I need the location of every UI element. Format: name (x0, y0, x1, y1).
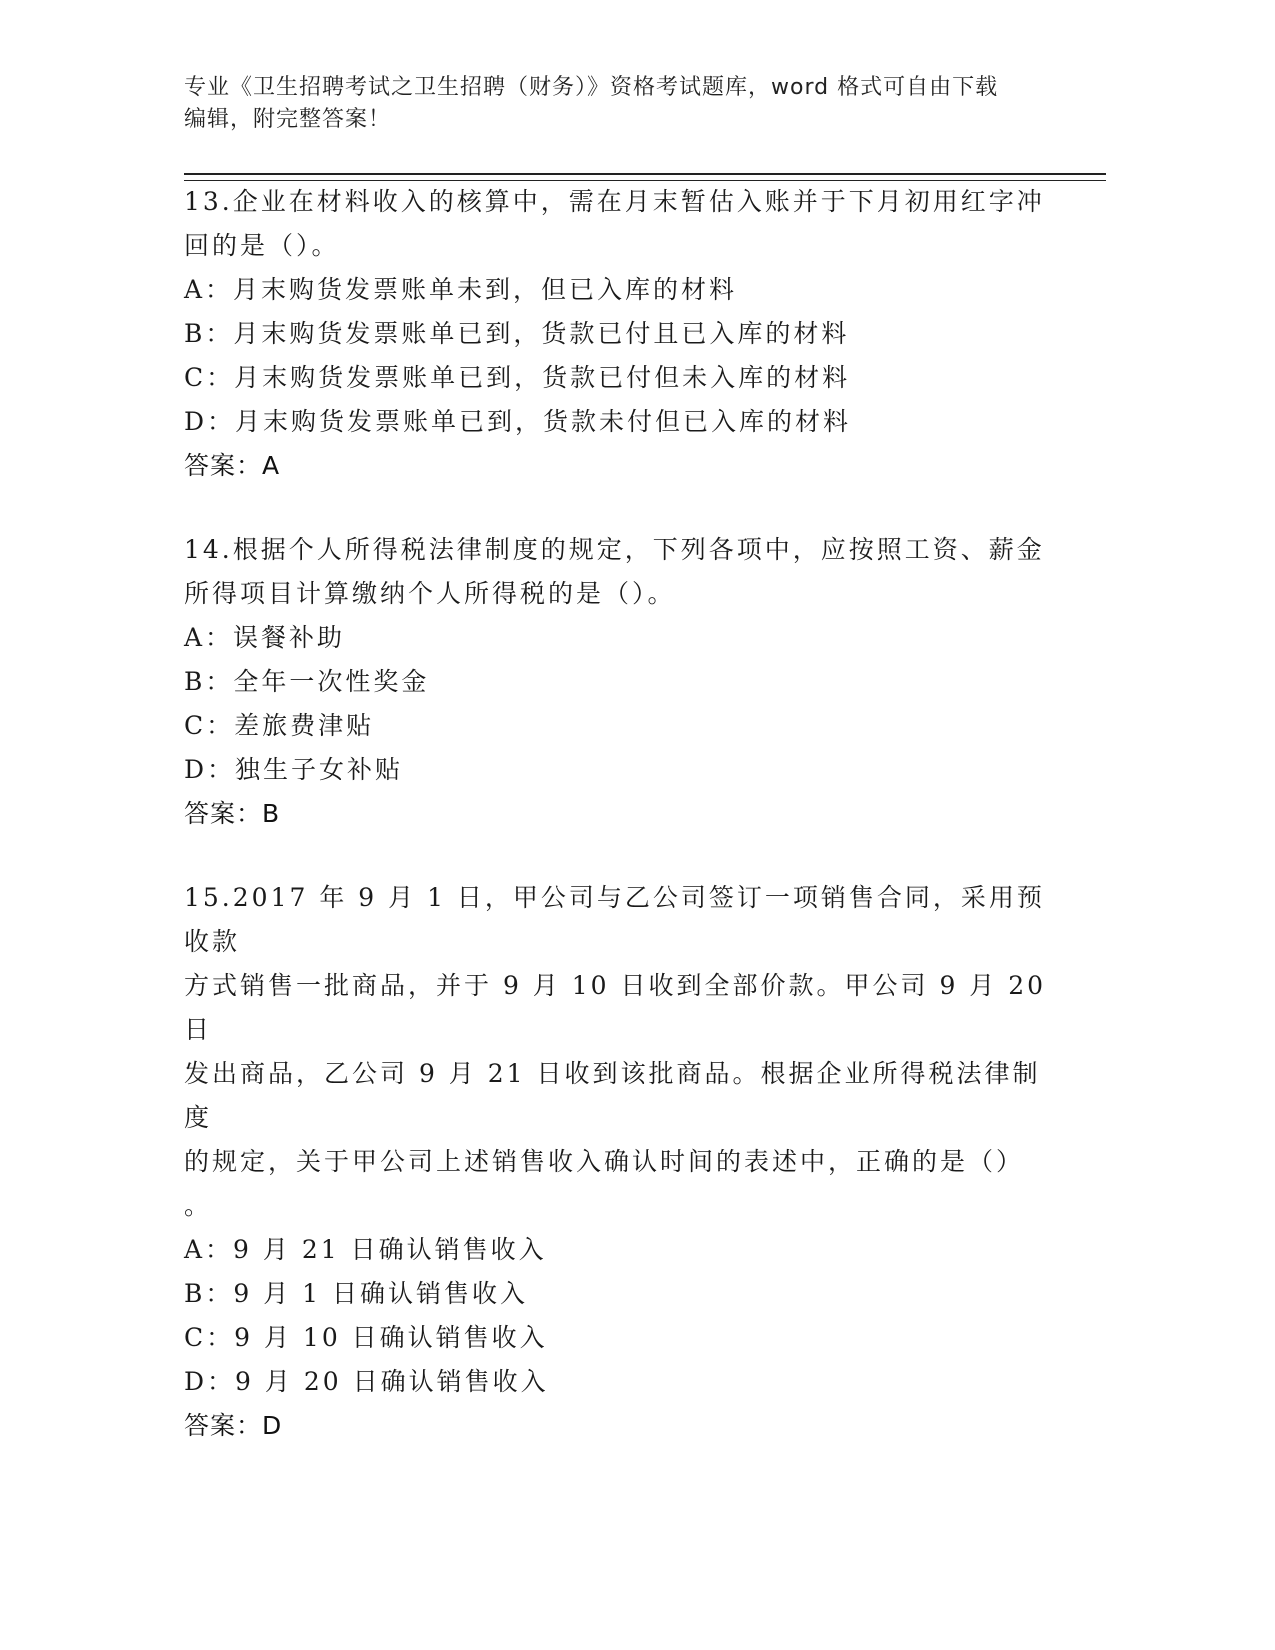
question-text-line: 发出商品，乙公司 9 月 21 日收到该批商品。根据企业所得税法律制度 (184, 1059, 1041, 1132)
option-b: B：9 月 1 日确认销售收入 (184, 1279, 529, 1308)
question-13 (184, 180, 1064, 488)
answer-line: 答案：A (184, 451, 281, 480)
answer-line: 答案：B (184, 799, 281, 828)
question-text-line: 所得项目计算缴纳个人所得税的是（）。 (184, 579, 676, 608)
option-d: D：9 月 20 日确认销售收入 (184, 1367, 549, 1396)
option-c: C：差旅费津贴 (184, 711, 375, 740)
question-text-line: 。 (184, 1191, 213, 1220)
option-b: B：月末购货发票账单已到，货款已付且已入库的材料 (184, 319, 850, 348)
option-b: B：全年一次性奖金 (184, 667, 430, 696)
question-text-line: 15.2017 年 9 月 1 日，甲公司与乙公司签订一项销售合同，采用预收款 (184, 883, 1045, 956)
answer-line: 答案：D (184, 1411, 283, 1440)
option-a: A：误餐补助 (184, 623, 346, 652)
question-text-line: 13.企业在材料收入的核算中，需在月末暂估入账并于下月初用红字冲 (184, 187, 1045, 216)
header-line-2: 编辑，附完整答案！ (184, 107, 392, 132)
question-text-line: 14.根据个人所得税法律制度的规定，下列各项中，应按照工资、薪金 (184, 535, 1045, 564)
option-c: C：月末购货发票账单已到，货款已付但未入库的材料 (184, 363, 851, 392)
option-d: D：独生子女补贴 (184, 755, 404, 784)
header-line-1: 专业《卫生招聘考试之卫生招聘（财务）》资格考试题库，word 格式可自由下载 (184, 75, 999, 100)
document-header (184, 72, 1064, 136)
question-text-line: 方式销售一批商品，并于 9 月 10 日收到全部价款。甲公司 9 月 20 日 (184, 971, 1047, 1044)
question-14 (184, 528, 1064, 836)
option-a: A：月末购货发票账单未到，但已入库的材料 (184, 275, 738, 304)
option-a: A：9 月 21 日确认销售收入 (184, 1235, 547, 1264)
header-divider-thick (184, 173, 1106, 175)
option-c: C：9 月 10 日确认销售收入 (184, 1323, 548, 1352)
option-d: D：月末购货发票账单已到，货款未付但已入库的材料 (184, 407, 852, 436)
question-text-line: 的规定，关于甲公司上述销售收入确认时间的表述中，正确的是（） (184, 1147, 1025, 1176)
question-text-line: 回的是（）。 (184, 231, 340, 260)
question-15 (184, 876, 1064, 1448)
